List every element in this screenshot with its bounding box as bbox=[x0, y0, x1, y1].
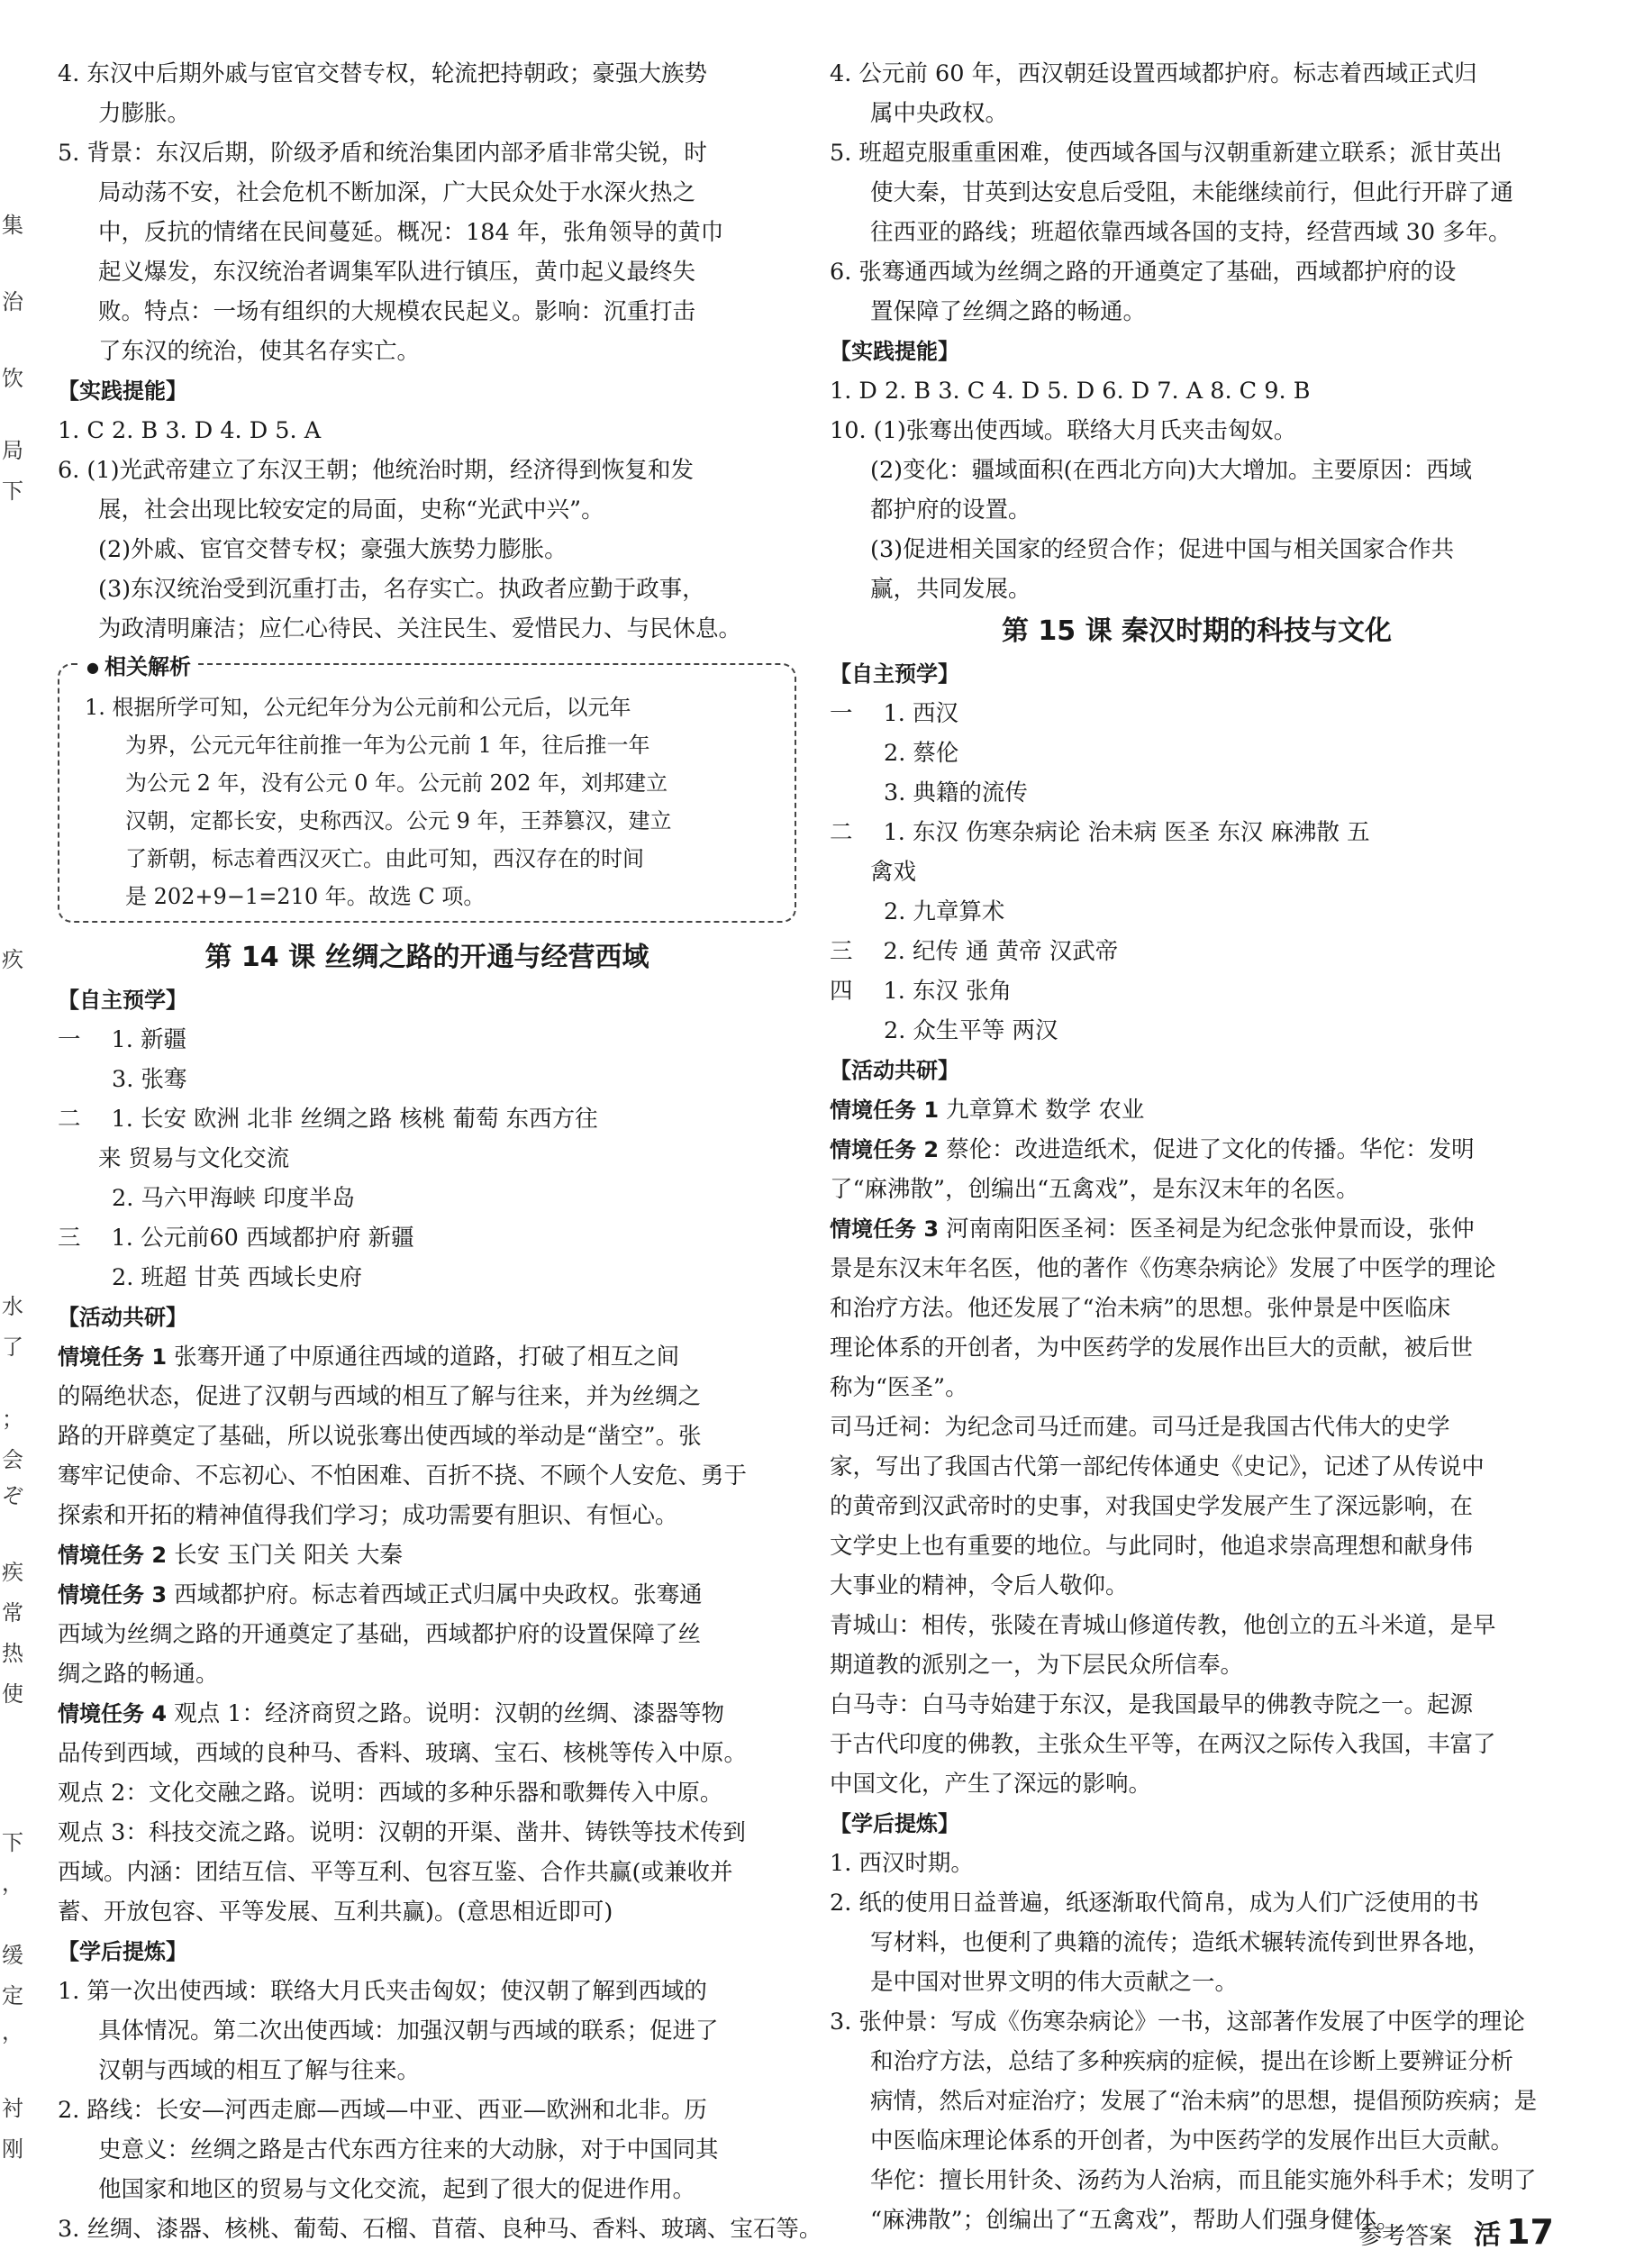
answer-line: 大事业的精神，令后人敬仰。 bbox=[830, 1572, 1129, 1599]
answer-line: 2. 蔡伦 bbox=[884, 740, 959, 767]
answer-line: 了东汉的统治，使其名存实亡。 bbox=[98, 338, 421, 365]
answer-line: 他国家和地区的贸易与文化交流，起到了很大的促进作用。 bbox=[98, 2176, 696, 2203]
answer-line: 4. 公元前 60 年，西汉朝廷设置西域都护府。标志着西域正式归 bbox=[830, 60, 1477, 87]
gutter-char: ， bbox=[2, 2019, 23, 2045]
gutter-char: 水 bbox=[2, 1294, 23, 1319]
answer-line: 骞牢记使命、不忘初心、不怕困难、百折不挠、不顾个人安危、勇于 bbox=[58, 1462, 748, 1489]
answer-line: 1. 新疆 bbox=[111, 1026, 186, 1053]
answer-line: 中医临床理论体系的开创者，为中医药学的发展作出巨大贡献。 bbox=[870, 2127, 1514, 2154]
answer-line: 文学史上也有重要的地位。与此同时，他追求崇高理想和献身伟 bbox=[830, 1533, 1474, 1560]
answer-line: 2. 班超 甘英 西域长史府 bbox=[112, 1264, 363, 1291]
answer-line: 3. 张仲景：写成《伤寒杂病论》一书，这部著作发展了中医学的理论 bbox=[830, 2008, 1525, 2036]
answer-line: 2. 马六甲海峡 印度半岛 bbox=[112, 1185, 356, 1212]
part-marker: 一 bbox=[58, 1026, 81, 1053]
answer-line: 白马寺：白马寺始建于东汉，是我国最早的佛教寺院之一。起源 bbox=[830, 1691, 1474, 1718]
answer-line: 1. 西汉 bbox=[883, 700, 958, 727]
answer-line: 和治疗方法，总结了多种疾病的症候，提出在诊断上要辨证分析 bbox=[870, 2048, 1514, 2075]
left-column bbox=[58, 54, 822, 2249]
analysis-line: 1. 根据所学可知，公元纪年分为公元前和公元后，以元年 bbox=[85, 695, 631, 720]
analysis-line: 汉朝，定都长安，史称西汉。公元 9 年，王莽篡汉，建立 bbox=[125, 808, 672, 833]
task-label: 情境任务 1 bbox=[830, 1098, 940, 1123]
answer-line: 6. (1)光武帝建立了东汉王朝；他统治时期，经济得到恢复和发 bbox=[58, 457, 695, 484]
task-label: 情境任务 3 bbox=[58, 1582, 168, 1608]
answer-line: 10. (1)张骞出使西域。联络大月氏夹击匈奴。 bbox=[830, 417, 1297, 444]
answer-line: 探索和开拓的精神值得我们学习；成功需要有胆识、有恒心。 bbox=[58, 1502, 678, 1529]
answer-line: 西域都护府。标志着西域正式归属中央政权。张骞通 bbox=[167, 1581, 703, 1608]
answer-line: 的黄帝到汉武帝时的史事，对我国史学发展产生了深远影响，在 bbox=[830, 1493, 1474, 1520]
gutter-char: 常 bbox=[2, 1600, 23, 1626]
gutter-char: ぞ bbox=[2, 1483, 23, 1508]
answer-line: (2)外戚、宦官交替专权；豪强大族势力膨胀。 bbox=[98, 536, 568, 563]
answer-line: 青城山：相传，张陵在青城山修道传教，他创立的五斗米道，是早 bbox=[830, 1612, 1496, 1639]
gutter-char: 下 bbox=[2, 478, 23, 504]
task-label: 情境任务 3 bbox=[830, 1216, 940, 1242]
footer-label: 参考答案 bbox=[1358, 2223, 1453, 2250]
answer-line: 写材料，也便利了典籍的流传；造纸术辗转流传到世界各地， bbox=[870, 1929, 1491, 1956]
part-marker: 三 bbox=[830, 938, 853, 965]
left-gutter bbox=[0, 0, 23, 2268]
answer-line: 2. 路线：长安—河西走廊—西域—中亚、西亚—欧洲和北非。历 bbox=[58, 2097, 707, 2124]
answer-line: 2. 众生平等 两汉 bbox=[884, 1017, 1058, 1044]
part-marker: 四 bbox=[830, 978, 853, 1005]
answer-line: 家，写出了我国古代第一部纪传体通史《史记》，记述了从传说中 bbox=[830, 1453, 1485, 1480]
answer-line: 使大秦，甘英到达安息后受阻，未能继续前行，但此行开辟了通 bbox=[870, 179, 1514, 206]
section-heading-activity: 【活动共研】 bbox=[830, 1058, 959, 1083]
answer-line: 1. D 2. B 3. C 4. D 5. D 6. D 7. A 8. C 9. B bbox=[830, 378, 1311, 405]
answer-line: 汉朝与西域的相互了解与往来。 bbox=[98, 2057, 421, 2084]
answer-line: 司马迁祠：为纪念司马迁而建。司马迁是我国古代伟大的史学 bbox=[830, 1414, 1450, 1441]
task-label: 情境任务 1 bbox=[58, 1344, 168, 1370]
answer-line: 6. 张骞通西域为丝绸之路的开通奠定了基础，西域都护府的设 bbox=[830, 259, 1457, 286]
page-number: 17 bbox=[1506, 2212, 1554, 2252]
answer-line: 蔡伦：改进造纸术，促进了文化的传播。华佗：发明 bbox=[939, 1136, 1475, 1163]
answer-line: 景是东汉末年名医，他的著作《伤寒杂病论》发展了中医学的理论 bbox=[830, 1255, 1496, 1282]
answer-line: 路的开辟奠定了基础，所以说张骞出使西域的举动是“凿空”。张 bbox=[58, 1423, 702, 1450]
answer-line: (2)变化：疆域面积(在西北方向)大大增加。主要原因：西域 bbox=[870, 457, 1473, 484]
answer-line: 败。特点：一场有组织的大规模农民起义。影响：沉重打击 bbox=[98, 298, 696, 325]
answer-line: 往西亚的路线；班超依靠西域各国的支持，经营西域 30 多年。 bbox=[870, 219, 1512, 246]
analysis-line: 是 202+9−1=210 年。故选 C 项。 bbox=[125, 884, 486, 909]
answer-line: 张骞开通了中原通往西域的道路，打破了相互之间 bbox=[167, 1343, 680, 1371]
gutter-char: 集 bbox=[2, 213, 23, 238]
gutter-char: 缓 bbox=[2, 1943, 23, 1968]
answer-line: 中国文化，产生了深远的影响。 bbox=[830, 1771, 1152, 1798]
answer-line: 3. 丝绸、漆器、核桃、葡萄、石榴、苜蓿、良种马、香料、玻璃、宝石等。 bbox=[58, 2216, 822, 2243]
lesson-15-title: 第 15 课 秦汉时期的科技与文化 bbox=[1001, 615, 1393, 647]
section-heading-preview: 【自主预学】 bbox=[830, 661, 959, 687]
task-label: 情境任务 4 bbox=[58, 1701, 168, 1726]
answer-line: 西域。内涵：团结互信、平等互利、包容互鉴、合作共赢(或兼收并 bbox=[58, 1859, 733, 1886]
gutter-char: 下 bbox=[2, 1830, 23, 1855]
answer-line: 1. 东汉 伤寒杂病论 治未病 医圣 东汉 麻沸散 五 bbox=[883, 819, 1370, 846]
section-heading-practice: 【实践提能】 bbox=[58, 378, 187, 404]
brand-mark: 活 bbox=[1474, 2219, 1502, 2251]
answer-line: (3)促进相关国家的经贸合作；促进中国与相关国家合作共 bbox=[870, 536, 1455, 563]
answer-line: 西域为丝绸之路的开通奠定了基础，西域都护府的设置保障了丝 bbox=[58, 1621, 702, 1648]
answer-line: 观点 1：经济商贸之路。说明：汉朝的丝绸、漆器等物 bbox=[167, 1700, 724, 1727]
answer-line: 2. 九章算术 bbox=[884, 898, 1005, 925]
section-heading-practice: 【实践提能】 bbox=[830, 339, 959, 364]
analysis-line: 了新朝，标志着西汉灭亡。由此可知，西汉存在的时间 bbox=[125, 846, 644, 871]
gutter-char: 饮 bbox=[2, 366, 23, 391]
page-footer bbox=[1358, 2212, 1554, 2252]
answer-line: 观点 3：科技交流之路。说明：汉朝的开渠、凿井、铸铁等技术传到 bbox=[58, 1819, 746, 1846]
answer-line: 来 贸易与文化交流 bbox=[98, 1145, 290, 1172]
answer-line: 2. 纸的使用日益普遍，纸逐渐取代简帛，成为人们广泛使用的书 bbox=[830, 1890, 1479, 1917]
answer-line: 史意义：丝绸之路是古代东西方往来的大动脉，对于中国同其 bbox=[98, 2136, 719, 2163]
answer-line: 绸之路的畅通。 bbox=[58, 1661, 219, 1688]
answer-line: 1. 第一次出使西域：联络大月氏夹击匈奴；使汉朝了解到西域的 bbox=[58, 1978, 707, 2005]
answer-line: 具体情况。第二次出使西域：加强汉朝与西域的联系；促进了 bbox=[98, 2018, 719, 2045]
gutter-char: 疾 bbox=[2, 1560, 23, 1585]
answer-line: 病情，然后对症治疗；发展了“治未病”的思想，提倡预防疾病；是 bbox=[870, 2088, 1538, 2115]
answer-line: 属中央政权。 bbox=[870, 100, 1009, 127]
answer-line: 5. 背景：东汉后期，阶级矛盾和统治集团内部矛盾非常尖锐，时 bbox=[58, 140, 707, 167]
answer-line: 1. 公元前60 西域都护府 新疆 bbox=[111, 1225, 414, 1252]
gutter-char: 会 bbox=[2, 1447, 23, 1472]
answer-line: 理论体系的开创者，为中医药学的发展作出巨大的贡献，被后世 bbox=[830, 1334, 1474, 1362]
analysis-box-label: ● 相关解析 bbox=[79, 648, 198, 687]
answer-line: 都护府的设置。 bbox=[870, 496, 1031, 524]
gutter-char: 局 bbox=[2, 438, 23, 463]
answer-line: 3. 张骞 bbox=[112, 1066, 187, 1093]
answer-line: 品传到西域，西域的良种马、香料、玻璃、宝石、核桃等传入中原。 bbox=[58, 1740, 748, 1767]
gutter-char: ， bbox=[2, 1871, 23, 1896]
gutter-char: ； bbox=[2, 1407, 23, 1432]
answer-line: 是中国对世界文明的伟大贡献之一。 bbox=[870, 1969, 1239, 1996]
gutter-char: 热 bbox=[2, 1641, 23, 1666]
answer-line: 起义爆发，东汉统治者调集军队进行镇压，黄巾起义最终失 bbox=[98, 259, 696, 286]
answer-line: “麻沸散”；创编出了“五禽戏”，帮助人们强身健体。 bbox=[870, 2207, 1400, 2234]
answer-line: 长安 玉门关 阳关 大秦 bbox=[167, 1542, 403, 1569]
gutter-char: 疚 bbox=[2, 947, 23, 972]
answer-line: 河南南阳医圣祠：医圣祠是为纪念张仲景而设，张仲 bbox=[939, 1216, 1475, 1243]
answer-line: 于古代印度的佛教，主张众生平等，在两汉之际传入我国，丰富了 bbox=[830, 1731, 1496, 1758]
answer-line: 的隔绝状态，促进了汉朝与西域的相互了解与往来，并为丝绸之 bbox=[58, 1383, 702, 1410]
part-marker: 一 bbox=[830, 700, 853, 727]
answer-line: 蓄、开放包容、平等发展、互利共赢)。(意思相近即可) bbox=[58, 1899, 613, 1926]
answer-line: 1. 长安 欧洲 北非 丝绸之路 核桃 葡萄 东西方往 bbox=[111, 1106, 598, 1133]
gutter-char: 定 bbox=[2, 1983, 23, 2008]
task-label: 情境任务 2 bbox=[58, 1543, 168, 1568]
analysis-box bbox=[58, 654, 796, 923]
section-heading-summary: 【学后提炼】 bbox=[830, 1811, 959, 1836]
task-label: 情境任务 2 bbox=[830, 1137, 940, 1162]
answer-line: 1. 西汉时期。 bbox=[830, 1850, 974, 1877]
section-heading-activity: 【活动共研】 bbox=[58, 1305, 187, 1330]
gutter-char: 治 bbox=[2, 289, 23, 314]
gutter-char: 了 bbox=[2, 1334, 23, 1360]
answer-line: 置保障了丝绸之路的畅通。 bbox=[870, 298, 1147, 325]
answer-line: 了“麻沸散”，创编出“五禽戏”，是东汉末年的名医。 bbox=[830, 1176, 1359, 1203]
analysis-line: 为公元 2 年，没有公元 0 年。公元前 202 年，刘邦建立 bbox=[125, 770, 668, 796]
answer-line: 5. 班超克服重重困难，使西域各国与汉朝重新建立联系；派甘英出 bbox=[830, 140, 1503, 167]
answer-line: 禽戏 bbox=[870, 859, 917, 886]
answer-line: 九章算术 数学 农业 bbox=[939, 1097, 1145, 1124]
answer-line: (3)东汉统治受到沉重打击，名存实亡。执政者应勤于政事， bbox=[98, 576, 705, 603]
section-heading-summary: 【学后提炼】 bbox=[58, 1939, 187, 1964]
answer-line: 4. 东汉中后期外戚与宦官交替专权，轮流把持朝政；豪强大族势 bbox=[58, 60, 707, 87]
dot-icon: ● bbox=[86, 659, 99, 676]
part-marker: 二 bbox=[830, 819, 853, 846]
answer-line: 期道教的派别之一，为下层民众所信奉。 bbox=[830, 1652, 1244, 1679]
answer-line: 称为“医圣”。 bbox=[830, 1374, 968, 1401]
answer-line: 1. 东汉 张角 bbox=[883, 978, 1013, 1005]
answer-line: 2. 纪传 通 黄帝 汉武帝 bbox=[883, 938, 1119, 965]
gutter-char: 衬 bbox=[2, 2096, 23, 2121]
answer-line: 华佗：擅长用针灸、汤药为人治病，而且能实施外科手术；发明了 bbox=[870, 2167, 1537, 2194]
section-heading-preview: 【自主预学】 bbox=[58, 988, 187, 1013]
answer-line: 力膨胀。 bbox=[98, 100, 191, 127]
answer-line: 赢，共同发展。 bbox=[870, 576, 1031, 603]
right-column bbox=[830, 54, 1564, 2240]
gutter-char: 刚 bbox=[2, 2136, 23, 2162]
part-marker: 三 bbox=[58, 1225, 81, 1252]
lesson-14-title: 第 14 课 丝绸之路的开通与经营西域 bbox=[204, 942, 649, 973]
answer-line: 局动荡不安，社会危机不断加深，广大民众处于水深火热之 bbox=[98, 179, 696, 206]
answer-line: 为政清明廉洁；应仁心待民、关注民生、爱惜民力、与民休息。 bbox=[98, 615, 742, 642]
answer-line: 和治疗方法。他还发展了“治未病”的思想。张仲景是中医临床 bbox=[830, 1295, 1451, 1322]
answer-line: 1. C 2. B 3. D 4. D 5. A bbox=[58, 417, 322, 444]
answer-line: 展，社会出现比较安定的局面，史称“光武中兴”。 bbox=[98, 496, 604, 524]
answer-line: 3. 典籍的流传 bbox=[884, 779, 1028, 806]
gutter-char: 使 bbox=[2, 1681, 23, 1707]
part-marker: 二 bbox=[58, 1106, 81, 1133]
analysis-line: 为界，公元元年往前推一年为公元前 1 年，往后推一年 bbox=[125, 733, 650, 758]
answer-line: 观点 2：文化交融之路。说明：西域的多种乐器和歌舞传入中原。 bbox=[58, 1780, 723, 1807]
answer-line: 中，反抗的情绪在民间蔓延。概况：184 年，张角领导的黄巾 bbox=[98, 219, 724, 246]
